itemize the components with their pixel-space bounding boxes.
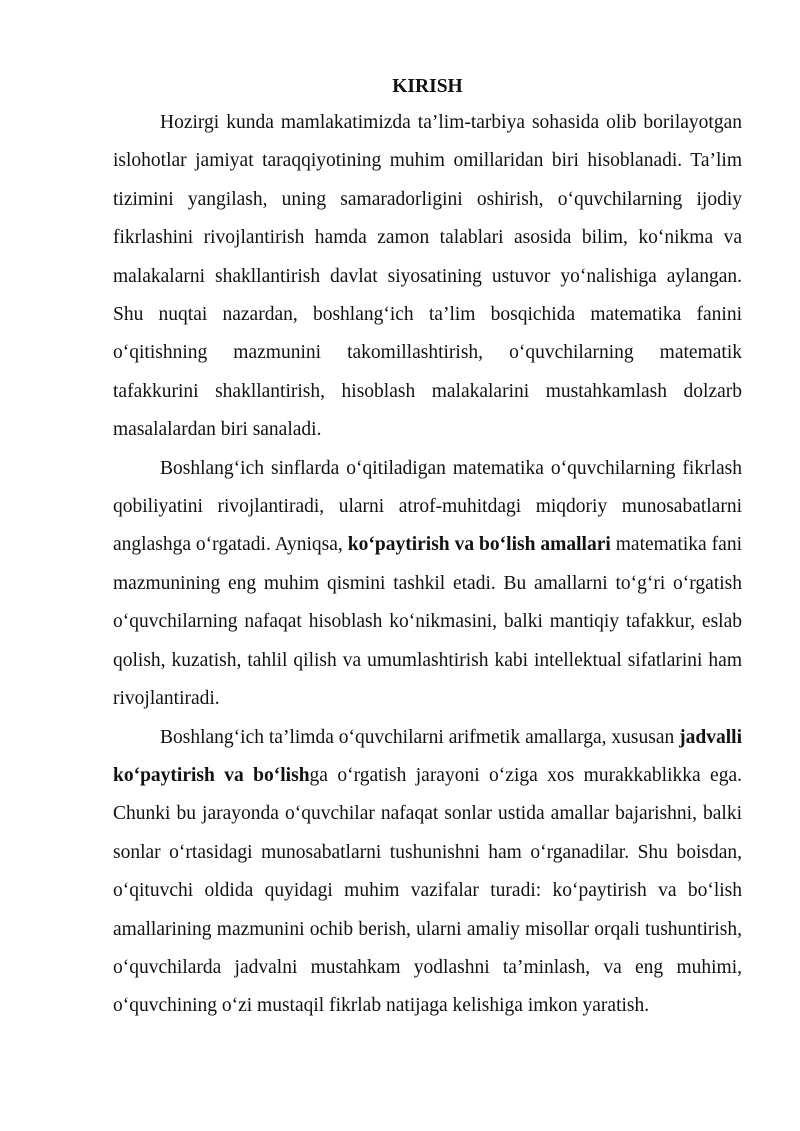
paragraph-3-text-b: ga o‘rgatish jarayoni o‘ziga xos murakkablikka ega. Chunki bu jarayonda o‘quvchilar nafaqat sonlar ustida amallar bajarishni, balki sonlar o‘rtasidagi munosabatlarni tushunishni ham o‘rganadilar. Shu boisdan, o‘qituvchi oldida quyidagi muhim vazifalar turadi: ko‘paytirish va bo‘lish amallarining mazmunini ochib berish, ularni amaliy misollar orqali tushuntirish, o‘quvchilarda jadvalni mustahkam yodlashni ta’minlash, va eng muhimi, o‘quvchining o‘zi mustaqil fikrlab natijaga kelishiga imkon yaratish. — [113, 764, 742, 1017]
paragraph-2-text-a: Boshlang‘ich sinflarda o‘qitiladigan matematika o‘quvchilarning fikrlash qobiliyatini rivojlantiradi, ularni atrof-muhitdagi miqdoriy munosabatlarni anglashga o‘rgatadi. Ayniqsa, — [113, 457, 742, 556]
section-title: KIRISH — [392, 76, 463, 97]
document-page — [113, 74, 742, 1026]
paragraph-2 — [113, 450, 742, 719]
paragraph-2-bold-term: ko‘paytirish va bo‘lish amallari — [347, 534, 611, 556]
paragraph-2-text-b: matematika fani mazmunining eng muhim qismini tashkil etadi. Bu amallarni to‘g‘ri o‘rgatish o‘quvchilarning nafaqat hisoblash ko‘nikmasini, balki mantiqiy tafakkur, eslab qolish, kuzatish, tahlil qilish va umumlashtirish kabi intellektual sifatlarini ham rivojlantiradi. — [113, 534, 742, 710]
paragraph-3-bold-term: jadvalli ko‘paytirish va bo‘lish — [113, 726, 742, 786]
paragraph-3-text-a: Boshlang‘ich ta’limda o‘quvchilarni arifmetik amallarga, xususan — [160, 726, 680, 748]
paragraph-1: Hozirgi kunda mamlakatimizda ta’lim-tarbiya sohasida olib borilayotgan islohotlar jamiyat taraqqiyotining muhim omillaridan biri hisoblanadi. Ta’lim tizimini yangilash, uning samaradorligini oshirish, o‘quvchilarning ijodiy fikrlashini rivojlantirish hamda zamon talablari asosida bilim, ko‘nikma va malakalarni shakllantirish davlat siyosatining ustuvor yo‘nalishiga aylangan. Shu nuqtai nazardan, boshlang‘ich ta’lim bosqichida matematika fanini o‘qitishning mazmunini takomillashtirish, o‘quvchilarning matematik tafakkurini shakllantirish, hisoblash malakalarini mustahkamlash dolzarb masalalardan biri sanaladi. — [113, 112, 742, 441]
paragraph-3 — [113, 719, 742, 1026]
